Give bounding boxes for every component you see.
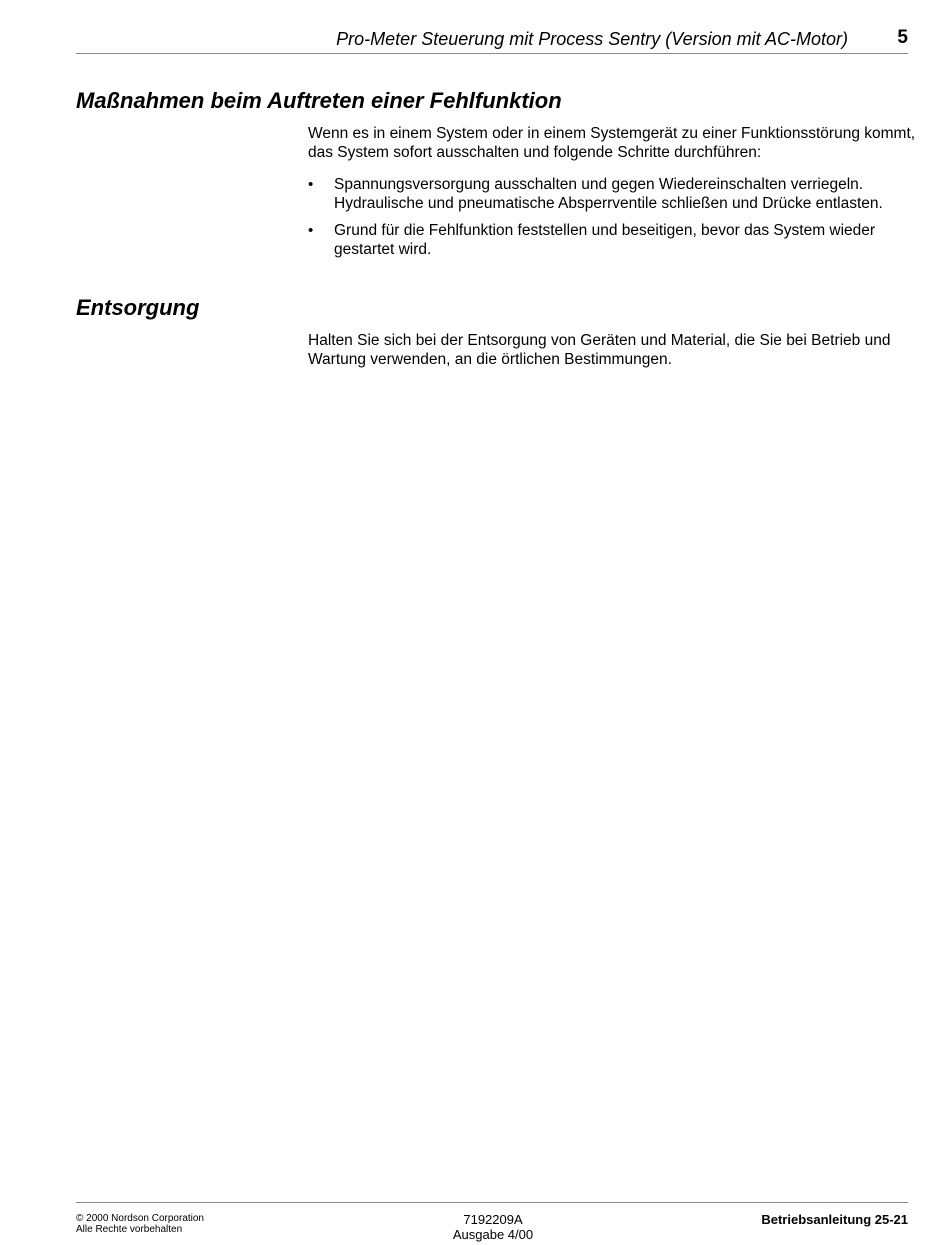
bullet-icon: • bbox=[308, 176, 314, 193]
malfunction-body bbox=[308, 124, 918, 267]
manual-title: Betriebsanleitung 25-21 bbox=[761, 1212, 908, 1227]
copyright-text: © 2000 Nordson Corporation bbox=[76, 1213, 204, 1224]
disposal-body bbox=[308, 331, 918, 369]
rights-text: Alle Rechte vorbehalten bbox=[76, 1224, 183, 1235]
bullet-icon: • bbox=[308, 222, 314, 239]
footer-copyright-block bbox=[76, 1213, 204, 1235]
section-heading-malfunction: Maßnahmen beim Auftreten einer Fehlfunktion bbox=[76, 88, 562, 113]
malfunction-intro: Wenn es in einem System oder in einem Systemgerät zu einer Funktionsstörung kommt, das System sofort ausschalten und folgende Schritte durchführen: bbox=[308, 125, 916, 161]
list-item bbox=[308, 221, 918, 259]
running-title: Pro-Meter Steuerung mit Process Sentry (Version mit AC-Motor) bbox=[336, 29, 848, 49]
doc-number: 7192209A bbox=[463, 1212, 523, 1227]
list-item bbox=[308, 175, 918, 213]
list-item-text: Spannungsversorgung ausschalten und gegen Wiedereinschalten verriegeln. Hydraulische und pneumatische Absperrventile schließen und Drücke entlasten. bbox=[334, 176, 883, 212]
list-item-text: Grund für die Fehlfunktion feststellen und beseitigen, bevor das System wieder gestartet wird. bbox=[334, 222, 876, 258]
page-footer bbox=[76, 1202, 908, 1245]
page-number: 5 bbox=[897, 27, 908, 48]
malfunction-steps-list bbox=[308, 175, 918, 259]
footer-doc-block bbox=[413, 1212, 573, 1242]
edition-text: Ausgabe 4/00 bbox=[452, 1227, 534, 1242]
page-header bbox=[76, 26, 908, 54]
disposal-text: Halten Sie sich bei der Entsorgung von Geräten und Material, die Sie bei Betrieb und Wartung verwenden, an die örtlichen Bestimmungen. bbox=[308, 332, 891, 368]
section-heading-disposal: Entsorgung bbox=[76, 295, 200, 320]
